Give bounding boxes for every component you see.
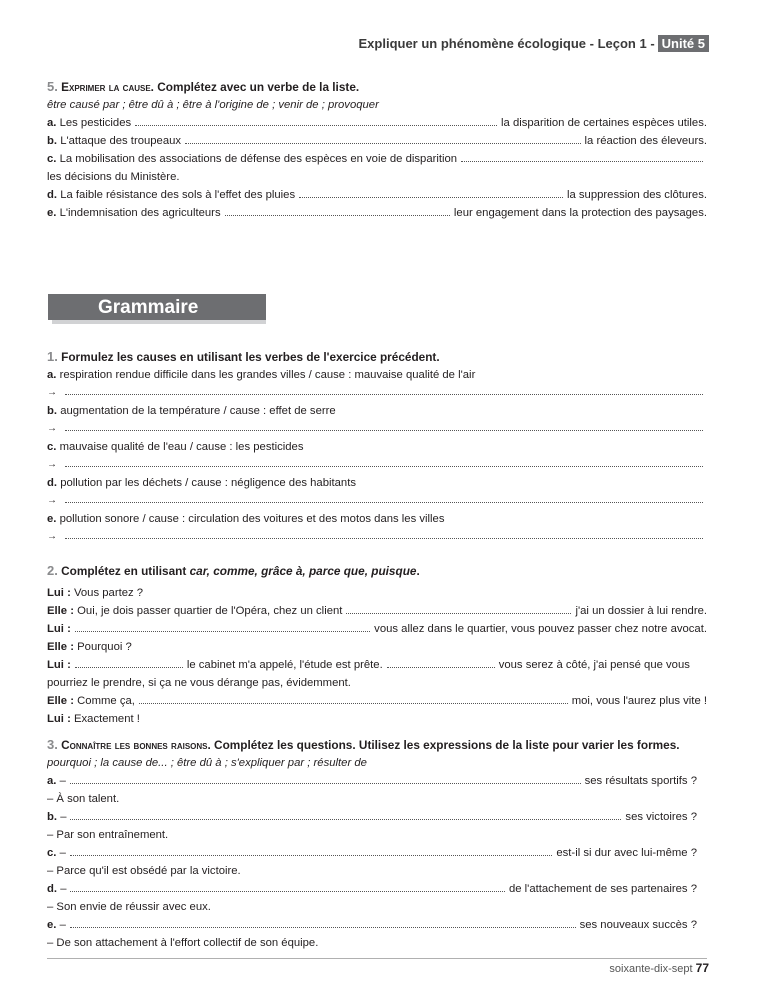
exercise-instruction: . Complétez avec un verbe de la liste. xyxy=(150,80,360,94)
answer-blank[interactable] xyxy=(70,918,576,928)
exercise-3-title xyxy=(47,736,707,754)
answer-blank[interactable] xyxy=(185,134,580,144)
footer-divider xyxy=(47,958,707,959)
arrow-icon: → xyxy=(47,387,57,398)
answer-blank[interactable] xyxy=(70,846,553,856)
answer-blank[interactable] xyxy=(461,152,703,162)
question-line: b. – ses victoires ? xyxy=(47,811,697,823)
exercise-item: c. mauvaise qualité de l'eau / cause : les pesticides xyxy=(47,441,304,453)
answer-blank[interactable] xyxy=(225,206,450,216)
answer-line xyxy=(47,420,707,438)
question-line: d. – de l'attachement de ses partenaires ? xyxy=(47,883,697,895)
answer-line xyxy=(47,384,707,402)
exercise-item: a. Les pesticides la disparition de certaines espèces utiles. xyxy=(47,117,707,129)
answer-text: – De son attachement à l'effort collectif de son équipe. xyxy=(47,937,319,949)
exercise-item: b. L'attaque des troupeaux la réaction des éleveurs. xyxy=(47,135,707,147)
exercise-item: e. L'indemnisation des agriculteurs leur engagement dans la protection des paysages. xyxy=(47,207,707,219)
page-footer xyxy=(609,961,709,975)
answer-blank[interactable] xyxy=(135,116,497,126)
exercise-item-continued: les décisions du Ministère. xyxy=(47,171,180,183)
word-list: pourquoi ; la cause de... ; être dû à ; s'expliquer par ; résulter de xyxy=(47,757,367,769)
exercise-item: e. pollution sonore / cause : circulation des voitures et des motos dans les villes xyxy=(47,513,445,525)
arrow-icon: → xyxy=(47,459,57,470)
exercise-instruction: Formulez les causes en utilisant les verbes de l'exercice précédent. xyxy=(61,350,440,364)
exercise-number: 1. xyxy=(47,349,58,364)
exercise-label: Connaître les bonnes raisons xyxy=(61,738,208,752)
answer-blank[interactable] xyxy=(65,385,703,395)
exercise-item: d. La faible résistance des sols à l'effet des pluies la suppression des clôtures. xyxy=(47,189,707,201)
exercise-1-title xyxy=(47,348,707,366)
exercise-item: c. La mobilisation des associations de défense des espèces en voie de disparition xyxy=(47,150,707,168)
answer-blank[interactable] xyxy=(75,658,183,668)
dialogue-line: Elle : Oui, je dois passer quartier de l'Opéra, chez un client j'ai un dossier à lui rendre. xyxy=(47,605,707,617)
question-line: a. – ses résultats sportifs ? xyxy=(47,775,697,787)
exercise-number: 3. xyxy=(47,737,58,752)
answer-blank[interactable] xyxy=(65,493,703,503)
exercise-item: a. respiration rendue difficile dans les grandes villes / cause : mauvaise qualité de l'air xyxy=(47,369,476,381)
exercise-number: 5. xyxy=(47,79,58,94)
question-line: e. – ses nouveaux succès ? xyxy=(47,919,697,931)
dialogue-line: Lui : vous allez dans le quartier, vous pouvez passer chez notre avocat. xyxy=(47,623,707,635)
exercise-item: b. augmentation de la température / cause : effet de serre xyxy=(47,405,336,417)
dialogue-line: Elle : Comme ça, moi, vous l'aurez plus vite ! xyxy=(47,695,707,707)
exercise-instruction: . Complétez les questions. Utilisez les expressions de la liste pour varier les formes. xyxy=(207,738,680,752)
arrow-icon: → xyxy=(47,423,57,434)
dialogue-line: Lui : le cabinet m'a appelé, l'étude est prête. vous serez à côté, j'ai pensé que vous xyxy=(47,659,690,671)
answer-line xyxy=(47,528,707,546)
answer-blank[interactable] xyxy=(70,810,621,820)
dialogue-line-continued: pourriez le prendre, si ça ne vous dérange pas, évidemment. xyxy=(47,677,351,689)
grammar-exercise-3 xyxy=(47,736,707,952)
section-title: Grammaire xyxy=(98,297,199,318)
exercise-number: 2. xyxy=(47,563,58,578)
exercise-2-title: 2. Complétez en utilisant car, comme, grâce à, parce que, puisque. xyxy=(47,563,420,578)
exercise-5-title xyxy=(47,78,707,96)
arrow-icon: → xyxy=(47,495,57,506)
exercise-item: d. pollution par les déchets / cause : négligence des habitants xyxy=(47,477,356,489)
grammar-exercise-1 xyxy=(47,348,707,546)
answer-blank[interactable] xyxy=(70,882,504,892)
answer-text: – À son talent. xyxy=(47,793,120,805)
unit-badge: Unité 5 xyxy=(658,35,709,52)
dialogue-line: Elle : Pourquoi ? xyxy=(47,641,132,653)
grammar-exercise-2 xyxy=(47,562,707,728)
word-list: être causé par ; être dû à ; être à l'origine de ; venir de ; provoquer xyxy=(47,99,379,111)
exercise-label: Exprimer la cause xyxy=(61,80,151,94)
page-number-words: soixante-dix-sept xyxy=(609,963,693,975)
page-header xyxy=(359,36,710,51)
answer-blank[interactable] xyxy=(299,188,563,198)
answer-blank[interactable] xyxy=(65,457,703,467)
answer-blank[interactable] xyxy=(387,658,495,668)
answer-blank[interactable] xyxy=(75,622,370,632)
answer-blank[interactable] xyxy=(65,421,703,431)
section-banner xyxy=(48,294,266,324)
arrow-icon: → xyxy=(47,531,57,542)
answer-text: – Parce qu'il est obsédé par la victoire. xyxy=(47,865,241,877)
answer-blank[interactable] xyxy=(346,604,571,614)
answer-text: – Son envie de réussir avec eux. xyxy=(47,901,211,913)
answer-text: – Par son entraînement. xyxy=(47,829,169,841)
answer-blank[interactable] xyxy=(139,694,568,704)
answer-line xyxy=(47,456,707,474)
word-list: car, comme, grâce à, parce que, puisque xyxy=(189,564,417,578)
page-number: 77 xyxy=(695,961,709,975)
exercise-5 xyxy=(47,78,707,222)
answer-blank[interactable] xyxy=(65,529,703,539)
answer-blank[interactable] xyxy=(70,774,581,784)
answer-line xyxy=(47,492,707,510)
dialogue-line: Lui : Exactement ! xyxy=(47,713,140,725)
question-line: c. – est-il si dur avec lui-même ? xyxy=(47,847,697,859)
dialogue-line: Lui : Vous partez ? xyxy=(47,587,144,599)
header-title: Expliquer un phénomène écologique - Leçon 1 - xyxy=(358,36,655,51)
